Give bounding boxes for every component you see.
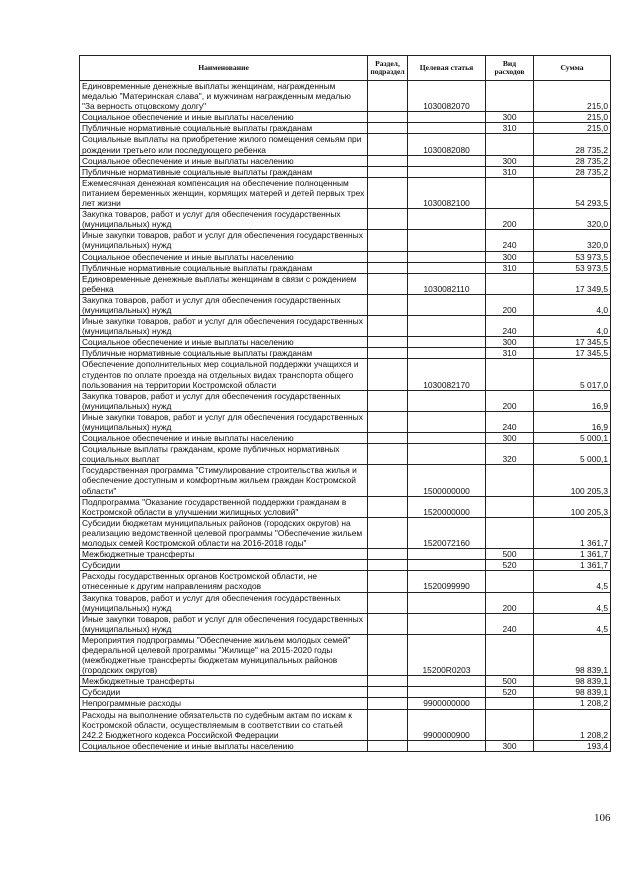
cell-target <box>408 123 486 134</box>
page-number: 106 <box>594 812 611 824</box>
cell-target <box>408 262 486 273</box>
cell-type <box>486 465 534 496</box>
cell-target <box>408 740 486 751</box>
table-row <box>80 348 611 359</box>
cell-sum: 98 839,1 <box>534 676 611 687</box>
cell-section <box>368 433 408 444</box>
cell-sum: 28 735,2 <box>534 155 611 166</box>
cell-sum: 100 205,3 <box>534 496 611 517</box>
cell-name: Закупка товаров, работ и услуг для обеспечения государственных (муниципальных) нужд <box>80 294 368 315</box>
cell-name: Социальное обеспечение и иные выплаты населению <box>80 251 368 262</box>
cell-section <box>368 698 408 709</box>
cell-type <box>486 359 534 390</box>
table-row <box>80 155 611 166</box>
table-row <box>80 433 611 444</box>
cell-type: 300 <box>486 433 534 444</box>
cell-type: 320 <box>486 444 534 465</box>
cell-sum: 5 000,1 <box>534 444 611 465</box>
header-sum: Сумма <box>534 56 611 81</box>
cell-sum: 17 345,5 <box>534 337 611 348</box>
cell-sum: 215,0 <box>534 123 611 134</box>
cell-target: 1520000000 <box>408 496 486 517</box>
table-row <box>80 740 611 751</box>
table-row <box>80 444 611 465</box>
cell-name: Социальное обеспечение и иные выплаты населению <box>80 112 368 123</box>
cell-type: 520 <box>486 687 534 698</box>
header-target: Целевая статья <box>408 56 486 81</box>
cell-target: 1500000000 <box>408 465 486 496</box>
table-row <box>80 294 611 315</box>
table-row <box>80 230 611 251</box>
cell-name: Публичные нормативные социальные выплаты гражданам <box>80 348 368 359</box>
cell-section <box>368 294 408 315</box>
cell-section <box>368 134 408 155</box>
cell-type: 310 <box>486 123 534 134</box>
cell-sum: 4,5 <box>534 613 611 634</box>
cell-sum: 16,9 <box>534 390 611 411</box>
cell-name: Социальные выплаты гражданам, кроме публичных нормативных социальных выплат <box>80 444 368 465</box>
table-row <box>80 592 611 613</box>
cell-name: Межбюджетные трансферты <box>80 549 368 560</box>
cell-type <box>486 81 534 112</box>
cell-type <box>486 571 534 592</box>
cell-type <box>486 517 534 548</box>
cell-name: Иные закупки товаров, работ и услуг для обеспечения государственных (муниципальных) нужд <box>80 411 368 432</box>
cell-sum: 4,5 <box>534 571 611 592</box>
cell-name: Ежемесячная денежная компенсация на обеспечение полноценным питанием беременных женщин, кормящих матерей и детей первых трех лет жизни <box>80 177 368 208</box>
cell-type: 300 <box>486 251 534 262</box>
cell-type: 240 <box>486 230 534 251</box>
cell-type: 200 <box>486 390 534 411</box>
cell-type: 200 <box>486 294 534 315</box>
cell-target: 1030082080 <box>408 134 486 155</box>
cell-sum: 98 839,1 <box>534 634 611 675</box>
cell-name: Социальные выплаты на приобретение жилого помещения семьям при рождении третьего или последующего ребенка <box>80 134 368 155</box>
cell-section <box>368 123 408 134</box>
cell-section <box>368 273 408 294</box>
cell-section <box>368 496 408 517</box>
cell-type <box>486 496 534 517</box>
table-row <box>80 177 611 208</box>
cell-section <box>368 209 408 230</box>
cell-type: 300 <box>486 740 534 751</box>
cell-name: Иные закупки товаров, работ и услуг для обеспечения государственных (муниципальных) нужд <box>80 230 368 251</box>
cell-target <box>408 390 486 411</box>
cell-target <box>408 592 486 613</box>
table-row <box>80 698 611 709</box>
cell-name: Иные закупки товаров, работ и услуг для обеспечения государственных (муниципальных) нужд <box>80 613 368 634</box>
cell-sum: 4,0 <box>534 294 611 315</box>
cell-name: Социальное обеспечение и иные выплаты населению <box>80 740 368 751</box>
table-row <box>80 709 611 740</box>
cell-type: 310 <box>486 262 534 273</box>
cell-name: Субсидии <box>80 687 368 698</box>
cell-name: Единовременные денежные выплаты женщинам, награжденным медалью "Материнская слава", и мужчинам награжденным медалью "За верность отцовскому долгу" <box>80 81 368 112</box>
table-row <box>80 613 611 634</box>
cell-target <box>408 230 486 251</box>
cell-name: Обеспечение дополнительных мер социальной поддержки учащихся и студентов по оплате проезда на отдельных видах транспорта общего пользования на территории Костромской области <box>80 359 368 390</box>
table-row <box>80 517 611 548</box>
cell-target <box>408 155 486 166</box>
cell-target: 1030082170 <box>408 359 486 390</box>
cell-target <box>408 316 486 337</box>
cell-section <box>368 112 408 123</box>
cell-sum: 53 973,5 <box>534 262 611 273</box>
cell-name: Мероприятия подпрограммы "Обеспечение жильем молодых семей" федеральной целевой программы "Жилище" на 2015-2020 годы (межбюджетные трансферты бюджетам муниципальных районов (городских округов) <box>80 634 368 675</box>
cell-section <box>368 348 408 359</box>
cell-sum: 98 839,1 <box>534 687 611 698</box>
cell-sum: 17 345,5 <box>534 348 611 359</box>
cell-type: 200 <box>486 592 534 613</box>
cell-type: 500 <box>486 676 534 687</box>
cell-type <box>486 634 534 675</box>
cell-type <box>486 698 534 709</box>
cell-sum: 215,0 <box>534 112 611 123</box>
cell-sum: 320,0 <box>534 209 611 230</box>
cell-section <box>368 740 408 751</box>
cell-sum: 53 973,5 <box>534 251 611 262</box>
table-row <box>80 411 611 432</box>
cell-type: 200 <box>486 209 534 230</box>
cell-target <box>408 411 486 432</box>
cell-section <box>368 262 408 273</box>
cell-sum: 54 293,5 <box>534 177 611 208</box>
table-row <box>80 390 611 411</box>
cell-sum: 1 361,7 <box>534 549 611 560</box>
cell-sum: 193,4 <box>534 740 611 751</box>
table-header-row <box>80 56 611 81</box>
table-row <box>80 209 611 230</box>
cell-sum: 4,5 <box>534 592 611 613</box>
cell-section <box>368 687 408 698</box>
cell-type <box>486 273 534 294</box>
cell-sum: 28 735,2 <box>534 166 611 177</box>
cell-section <box>368 444 408 465</box>
table-row <box>80 676 611 687</box>
table-row <box>80 465 611 496</box>
cell-type: 240 <box>486 613 534 634</box>
cell-section <box>368 709 408 740</box>
cell-target: 1030082100 <box>408 177 486 208</box>
table-row <box>80 496 611 517</box>
cell-type: 240 <box>486 411 534 432</box>
cell-section <box>368 465 408 496</box>
cell-sum: 1 208,2 <box>534 698 611 709</box>
table-row <box>80 251 611 262</box>
cell-sum: 1 361,7 <box>534 517 611 548</box>
cell-section <box>368 251 408 262</box>
cell-name: Непрограммные расходы <box>80 698 368 709</box>
table-row <box>80 571 611 592</box>
table-row <box>80 549 611 560</box>
table-row <box>80 273 611 294</box>
cell-section <box>368 177 408 208</box>
cell-target: 1030082110 <box>408 273 486 294</box>
header-type: Вид расходов <box>486 56 534 81</box>
table-row <box>80 687 611 698</box>
cell-section <box>368 411 408 432</box>
cell-name: Публичные нормативные социальные выплаты гражданам <box>80 123 368 134</box>
cell-name: Закупка товаров, работ и услуг для обеспечения государственных (муниципальных) нужд <box>80 390 368 411</box>
cell-target <box>408 444 486 465</box>
cell-section <box>368 166 408 177</box>
cell-type: 240 <box>486 316 534 337</box>
cell-name: Субсидии бюджетам муниципальных районов (городских округов) на реализацию ведомственной целевой программы "Обеспечение жильем молодых семей Костромской области на 2016-2018 годы" <box>80 517 368 548</box>
cell-sum: 1 208,2 <box>534 709 611 740</box>
cell-section <box>368 316 408 337</box>
cell-type: 300 <box>486 112 534 123</box>
cell-target <box>408 433 486 444</box>
header-name: Наименование <box>80 56 368 81</box>
cell-sum: 1 361,7 <box>534 560 611 571</box>
cell-target <box>408 348 486 359</box>
cell-sum: 17 349,5 <box>534 273 611 294</box>
cell-name: Социальное обеспечение и иные выплаты населению <box>80 433 368 444</box>
budget-table <box>79 55 611 752</box>
cell-name: Закупка товаров, работ и услуг для обеспечения государственных (муниципальных) нужд <box>80 592 368 613</box>
cell-sum: 215,0 <box>534 81 611 112</box>
table-row <box>80 634 611 675</box>
cell-sum: 320,0 <box>534 230 611 251</box>
cell-name: Расходы государственных органов Костромской области, не отнесенные к другим направлениям расходов <box>80 571 368 592</box>
cell-target <box>408 294 486 315</box>
cell-section <box>368 337 408 348</box>
header-section: Раздел, подраздел <box>368 56 408 81</box>
table-row <box>80 166 611 177</box>
cell-target: 1520099990 <box>408 571 486 592</box>
table-row <box>80 112 611 123</box>
cell-sum: 4,0 <box>534 316 611 337</box>
cell-name: Расходы на выполнение обязательств по судебным актам по искам к Костромской области, осуществляемым в соответствии со статьей 242.2 Бюджетного кодекса Российской Федерации <box>80 709 368 740</box>
cell-type <box>486 709 534 740</box>
cell-section <box>368 230 408 251</box>
cell-type: 500 <box>486 549 534 560</box>
cell-section <box>368 634 408 675</box>
cell-type: 300 <box>486 337 534 348</box>
cell-target <box>408 337 486 348</box>
cell-target <box>408 687 486 698</box>
cell-target: 9900000000 <box>408 698 486 709</box>
cell-sum: 28 735,2 <box>534 134 611 155</box>
cell-target <box>408 166 486 177</box>
cell-section <box>368 359 408 390</box>
table-body <box>80 81 611 752</box>
cell-target: 9900000900 <box>408 709 486 740</box>
cell-target: 1030082070 <box>408 81 486 112</box>
cell-name: Государственная программа "Стимулирование строительства жилья и обеспечение доступным и комфортным жильем граждан Костромской области" <box>80 465 368 496</box>
cell-target <box>408 209 486 230</box>
cell-target <box>408 676 486 687</box>
cell-target <box>408 560 486 571</box>
cell-sum: 5 017,0 <box>534 359 611 390</box>
table-row <box>80 316 611 337</box>
table-row <box>80 123 611 134</box>
cell-target <box>408 613 486 634</box>
cell-sum: 5 000,1 <box>534 433 611 444</box>
table-row <box>80 359 611 390</box>
cell-type: 520 <box>486 560 534 571</box>
cell-target <box>408 549 486 560</box>
cell-type: 310 <box>486 348 534 359</box>
table-row <box>80 262 611 273</box>
cell-section <box>368 81 408 112</box>
cell-section <box>368 592 408 613</box>
table-row <box>80 134 611 155</box>
cell-sum: 100 205,3 <box>534 465 611 496</box>
cell-type <box>486 177 534 208</box>
cell-section <box>368 676 408 687</box>
cell-section <box>368 390 408 411</box>
cell-name: Единовременные денежные выплаты женщинам в связи с рождением ребенка <box>80 273 368 294</box>
cell-section <box>368 549 408 560</box>
cell-name: Публичные нормативные социальные выплаты гражданам <box>80 166 368 177</box>
cell-section <box>368 155 408 166</box>
cell-section <box>368 571 408 592</box>
cell-name: Иные закупки товаров, работ и услуг для обеспечения государственных (муниципальных) нужд <box>80 316 368 337</box>
cell-type: 310 <box>486 166 534 177</box>
table-row <box>80 337 611 348</box>
cell-target: 15200R0203 <box>408 634 486 675</box>
cell-name: Межбюджетные трансферты <box>80 676 368 687</box>
cell-section <box>368 613 408 634</box>
cell-name: Социальное обеспечение и иные выплаты населению <box>80 155 368 166</box>
cell-section <box>368 560 408 571</box>
table-row <box>80 560 611 571</box>
cell-section <box>368 517 408 548</box>
cell-target: 1520072160 <box>408 517 486 548</box>
cell-name: Закупка товаров, работ и услуг для обеспечения государственных (муниципальных) нужд <box>80 209 368 230</box>
cell-sum: 16,9 <box>534 411 611 432</box>
cell-name: Субсидии <box>80 560 368 571</box>
cell-type <box>486 134 534 155</box>
cell-name: Подпрограмма "Оказание государственной поддержки гражданам в Костромской области в улучшении жилищных условий" <box>80 496 368 517</box>
cell-target <box>408 112 486 123</box>
table-row <box>80 81 611 112</box>
cell-target <box>408 251 486 262</box>
cell-type: 300 <box>486 155 534 166</box>
cell-name: Публичные нормативные социальные выплаты гражданам <box>80 262 368 273</box>
cell-name: Социальное обеспечение и иные выплаты населению <box>80 337 368 348</box>
